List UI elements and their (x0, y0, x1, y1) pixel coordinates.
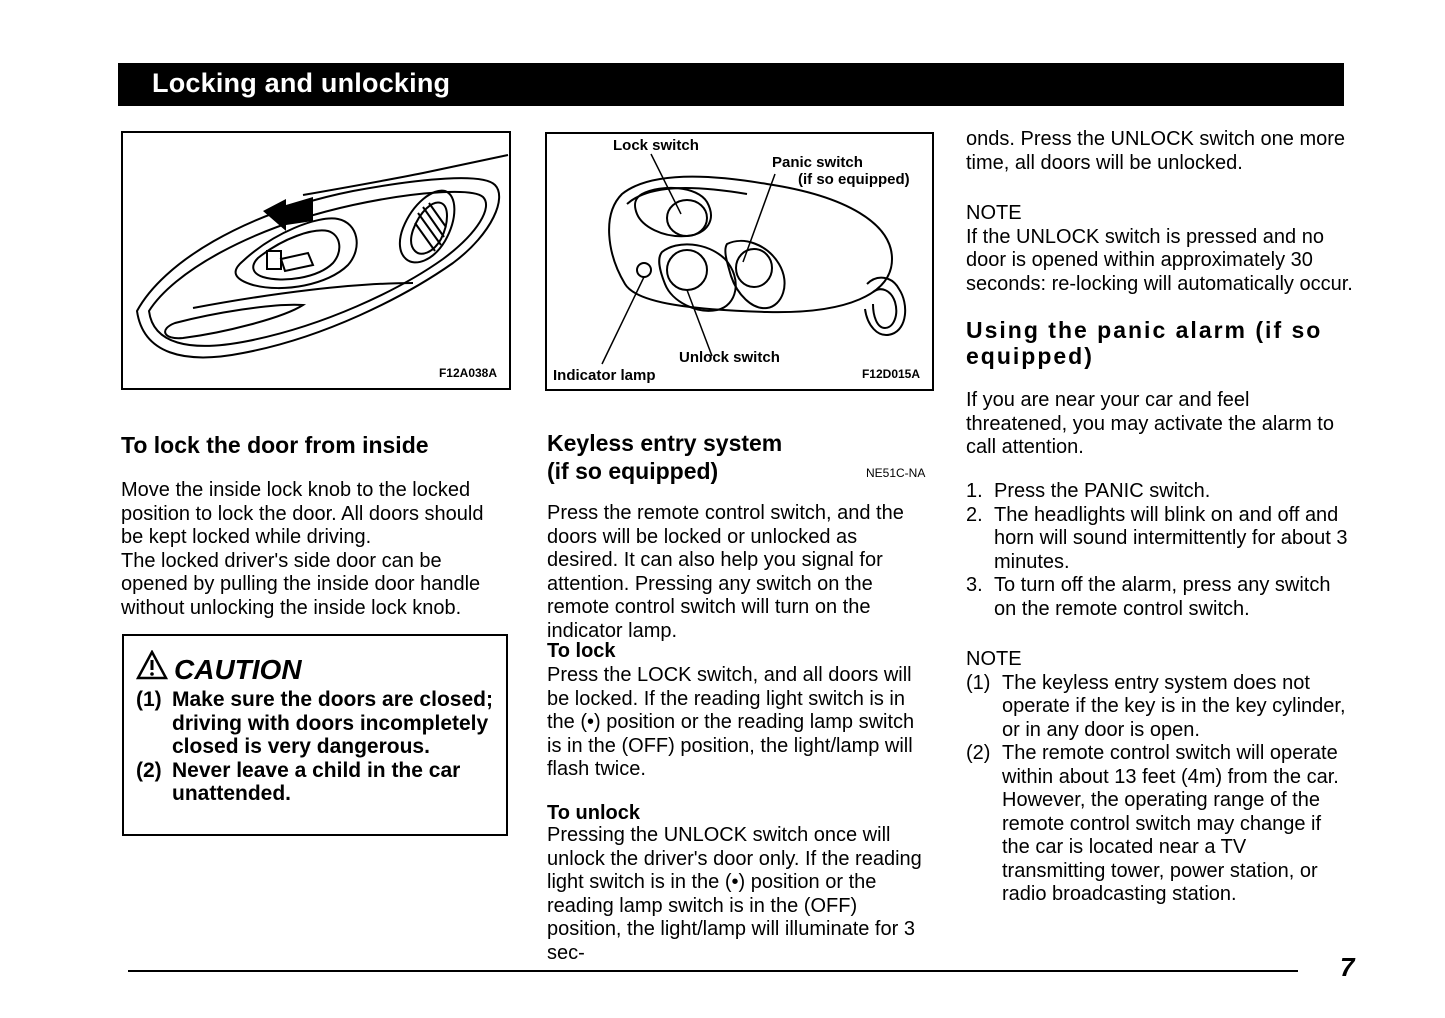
list-item (966, 480, 1354, 504)
figure-code: F12D015A (861, 367, 920, 381)
remote-control-figure (545, 132, 934, 391)
section-code: NE51C-NA (866, 466, 926, 480)
note-label: NOTE (966, 202, 1022, 224)
step-number: 3. (966, 574, 983, 596)
arrow-icon (263, 197, 313, 231)
panic-steps (966, 480, 1354, 621)
list-item (966, 504, 1354, 575)
note-block (966, 648, 1354, 907)
section-header-bar (118, 63, 1344, 106)
section-title: Locking and unlocking (152, 68, 451, 98)
unlock-continuation: onds. Press the UNLOCK switch one more time, all doors will be unlocked. (966, 128, 1346, 174)
step-number: 1. (966, 480, 983, 502)
panic-intro: If you are near your car and feel threatened, you may activate the alarm to call attention. (966, 389, 1334, 458)
keyless-entry-heading (547, 429, 782, 485)
to-unlock-body: Pressing the UNLOCK switch once will unlock the driver's door only. If the reading light switch is in the (•) position or the reading lamp switch is in the (OFF) position, the light/lamp will illuminate for 3 sec- (547, 824, 922, 964)
to-unlock-heading: To unlock (547, 802, 640, 824)
paragraph: The locked driver's side door can be opened by pulling the inside door handle without unlocking the inside lock knob. (121, 549, 481, 619)
item-number: (1) (136, 688, 162, 711)
note-label: NOTE (966, 648, 1022, 670)
caution-list (136, 688, 498, 806)
step-number: 2. (966, 503, 983, 526)
note-text: If the UNLOCK switch is pressed and no door is opened within approximately 30 seconds: re-locking will automatically occur. (966, 225, 1353, 295)
list-item (966, 672, 1354, 743)
door-handle-illustration (123, 133, 509, 388)
indicator-lamp-label: Indicator lamp (553, 367, 656, 384)
lock-from-inside-heading: To lock the door from inside (121, 432, 429, 458)
unlock-switch-label: Unlock switch (679, 349, 780, 366)
caution-item (136, 759, 498, 806)
note-block (966, 202, 1354, 296)
item-number: (2) (136, 758, 162, 782)
caution-title: CAUTION (174, 654, 302, 685)
to-lock-heading: To lock (547, 640, 616, 662)
footer-rule (128, 970, 1298, 972)
caution-box (122, 634, 508, 836)
item-text: Make sure the doors are closed; driving with doors incompletely closed is very dangerous. (172, 688, 493, 758)
panic-alarm-heading: Using the panic alarm (if so equipped) (966, 317, 1323, 369)
panic-switch-label: Panic switch (772, 154, 863, 171)
list-item (966, 574, 1354, 621)
paragraph: Move the inside lock knob to the locked position to lock the door. All doors should be kept locked while driving. (121, 479, 484, 548)
to-lock-body: Press the LOCK switch, and all doors will be locked. If the reading light switch is in the (•) position or the reading lamp switch is in the (OFF) position, the light/lamp will flash twice. (547, 664, 915, 780)
heading-line: (if so equipped) (547, 458, 719, 484)
lock-switch-label: Lock switch (613, 137, 699, 154)
item-number: (1) (966, 671, 991, 694)
list-item (966, 742, 1354, 907)
heading-line: Keyless entry system (547, 430, 783, 456)
step-text: Press the PANIC switch. (994, 480, 1211, 502)
step-text: The headlights will blink on and off and horn will sound intermittently for about 3 minutes. (994, 503, 1348, 573)
warning-triangle-icon (136, 650, 168, 680)
item-text: Never leave a child in the car unattended. (172, 758, 461, 805)
panic-switch-note: (if so equipped) (798, 171, 910, 188)
lock-from-inside-body (121, 479, 511, 620)
caution-item (136, 688, 498, 759)
figure-code: F12A038A (438, 366, 497, 380)
item-number: (2) (966, 742, 991, 764)
step-text: To turn off the alarm, press any switch on the remote control switch. (994, 574, 1331, 620)
door-handle-figure (121, 131, 511, 390)
item-text: The keyless entry system does not operate if the key is in the key cylinder, or in any door is open. (1002, 671, 1346, 741)
keyless-intro: Press the remote control switch, and the doors will be locked or unlocked as desired. It can also help you signal for attention. Pressing any switch on the remote control switch will turn on the indicator lamp. (547, 502, 904, 642)
page-number: 7 (1340, 952, 1355, 982)
item-text: The remote control switch will operate within about 13 feet (4m) from the car. However, the operating range of the remote control switch may change if the car is located near a TV transmitting tower, power station, or radio broadcasting station. (1002, 742, 1339, 905)
